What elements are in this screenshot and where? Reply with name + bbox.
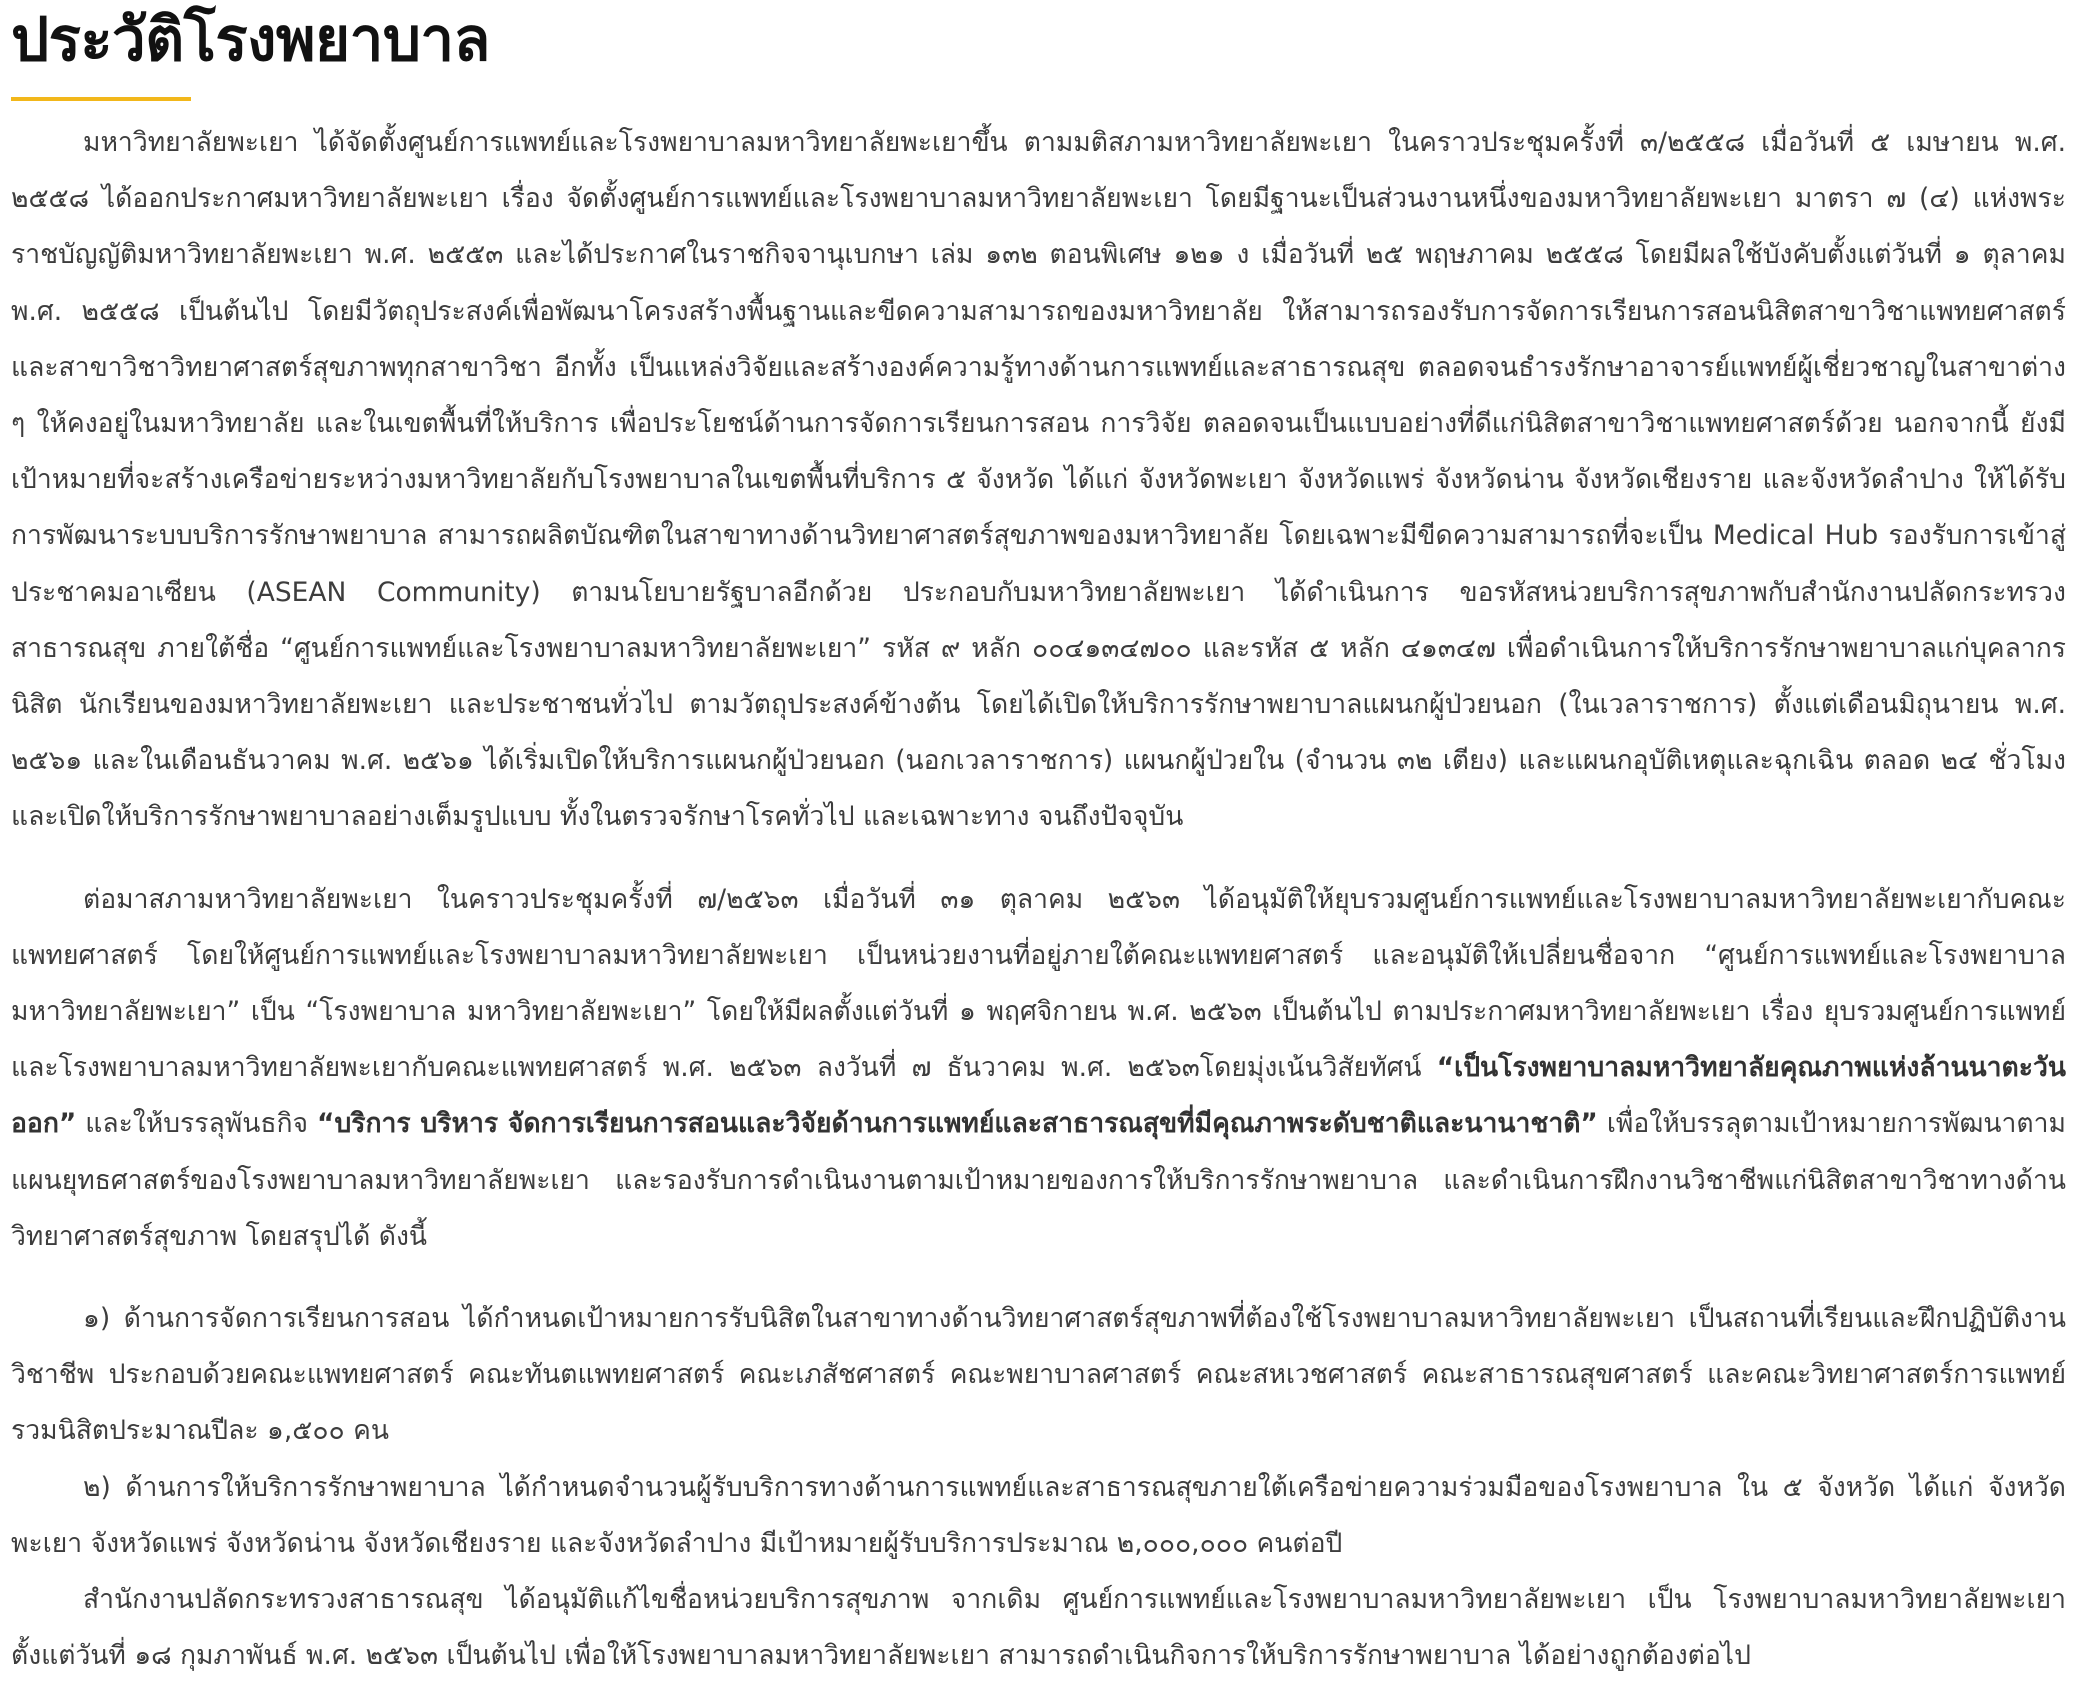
teaching-item: ๑) ด้านการจัดการเรียนการสอน ได้กำหนดเป้าหมายการรับนิสิตในสาขาทางด้านวิทยาศาสตร์สุขภาพที่ต้องใช้โรงพยาบาลมหาวิทยาลัยพะเยา เป็นสถานที่เรียนและฝึกปฏิบัติงานวิชาชีพ ประกอบด้วยคณะแพทยศาสตร์ คณะทันตแพทยศาสตร์ คณะเภสัชศาสตร์ คณะพยาบาลศาสตร์ คณะสหเวชศาสตร์ คณะสาธารณสุขศาสตร์ และคณะวิทยาศาสตร์การแพทย์ รวมนิสิตประมาณปีละ ๑,๕๐๐ คน <box>11 1303 2066 1447</box>
article <box>11 0 2066 1684</box>
title-underline <box>11 97 191 101</box>
closing-paragraph: สำนักงานปลัดกระทรวงสาธารณสุข ได้อนุมัติแก้ไขชื่อหน่วยบริการสุขภาพ จากเดิม ศูนย์การแพทย์และโรงพยาบาลมหาวิทยาลัยพะเยา เป็น โรงพยาบาลมหาวิทยาลัยพะเยา ตั้งแต่วันที่ ๑๘ กุมภาพันธ์ พ.ศ. ๒๕๖๓ เป็นต้นไป เพื่อให้โรงพยาบาลมหาวิทยาลัยพะเยา สามารถดำเนินกิจการให้บริการรักษาพยาบาล ได้อย่างถูกต้องต่อไป <box>11 1584 2066 1672</box>
merger-text: ต่อมาสภามหาวิทยาลัยพะเยา ในคราวประชุมครั้งที่ ๗/๒๕๖๓ เมื่อวันที่ ๓๑ ตุลาคม ๒๕๖๓ ได้อนุมัติให้ยุบรวมศูนย์การแพทย์และโรงพยาบาลมหาวิทยาลัยพะเยากับคณะแพทยศาสตร์ โดยให้ศูนย์การแพทย์และโรงพยาบาลมหาวิทยาลัยพะเยา เป็นหน่วยงานที่อยู่ภายใต้คณะแพทยศาสตร์ และอนุมัติให้เปลี่ยนชื่อจาก “ศูนย์การแพทย์และโรงพยาบาลมหาวิทยาลัยพะเยา” เป็น “โรงพยาบาล มหาวิทยาลัยพะเยา” โดยให้มีผลตั้งแต่วันที่ ๑ พฤศจิกายน พ.ศ. ๒๕๖๓ เป็นต้นไป ตามประกาศมหาวิทยาลัยพะเยา เรื่อง ยุบรวมศูนย์การแพทย์และโรงพยาบาลมหาวิทยาลัยพะเยากับคณะแพทยศาสตร์ พ.ศ. ๒๕๖๓ ลงวันที่ ๗ ธันวาคม พ.ศ. ๒๕๖๓โดยมุ่งเน้นวิสัยทัศน์ <box>11 883 2066 1084</box>
page-title: ประวัติโรงพยาบาล <box>11 5 490 75</box>
service-item: ๒) ด้านการให้บริการรักษาพยาบาล ได้กำหนดจำนวนผู้รับบริการทางด้านการแพทย์และสาธารณสุขภายใต้เครือข่ายความร่วมมือของโรงพยาบาล ใน ๕ จังหวัด ได้แก่ จังหวัดพะเยา จังหวัดแพร่ จังหวัดน่าน จังหวัดเชียงราย และจังหวัดลำปาง มีเป้าหมายผู้รับบริการประมาณ ๒,๐๐๐,๐๐๐ คนต่อปี <box>11 1471 2066 1559</box>
mission-statement: “บริการ บริหาร จัดการเรียนการสอนและวิจัยด้านการแพทย์และสาธารณสุขที่มีคุณภาพระดับชาติและนานาชาติ” <box>317 1108 1598 1140</box>
paragraph-spacer <box>11 1265 2066 1291</box>
merger-paragraph <box>11 872 2066 1265</box>
vision-statement: “เป็นโรงพยาบาลมหาวิทยาลัยคุณภาพแห่งล้านนาตะวันออก” <box>11 1052 2066 1140</box>
merger-connector: และให้บรรลุพันธกิจ <box>76 1108 318 1140</box>
intro-paragraph: มหาวิทยาลัยพะเยา ได้จัดตั้งศูนย์การแพทย์และโรงพยาบาลมหาวิทยาลัยพะเยาขึ้น ตามมติสภามหาวิทยาลัยพะเยา ในคราวประชุมครั้งที่ ๓/๒๕๕๘ เมื่อวันที่ ๕ เมษายน พ.ศ. ๒๕๕๘ ได้ออกประกาศมหาวิทยาลัยพะเยา เรื่อง จัดตั้งศูนย์การแพทย์และโรงพยาบาลมหาวิทยาลัยพะเยา โดยมีฐานะเป็นส่วนงานหนึ่งของมหาวิทยาลัยพะเยา มาตรา ๗ (๔) แห่งพระราชบัญญัติมหาวิทยาลัยพะเยา พ.ศ. ๒๕๕๓ และได้ประกาศในราชกิจจานุเบกษา เล่ม ๑๓๒ ตอนพิเศษ ๑๒๑ ง เมื่อวันที่ ๒๕ พฤษภาคม ๒๕๕๘ โดยมีผลใช้บังคับตั้งแต่วันที่ ๑ ตุลาคม พ.ศ. ๒๕๕๘ เป็นต้นไป โดยมีวัตถุประสงค์เพื่อพัฒนาโครงสร้างพื้นฐานและขีดความสามารถของมหาวิทยาลัย ให้สามารถรองรับการจัดการเรียนการสอนนิสิตสาขาวิชาแพทยศาสตร์ และสาขาวิชาวิทยาศาสตร์สุขภาพทุกสาขาวิชา อีกทั้ง เป็นแหล่งวิจัยและสร้างองค์ความรู้ทางด้านการแพทย์และสาธารณสุข ตลอดจนธำรงรักษาอาจารย์แพทย์ผู้เชี่ยวชาญในสาขาต่าง ๆ ให้คงอยู่ในมหาวิทยาลัย และในเขตพื้นที่ให้บริการ เพื่อประโยชน์ด้านการจัดการเรียนการสอน การวิจัย ตลอดจนเป็นแบบอย่างที่ดีแก่นิสิตสาขาวิชาแพทยศาสตร์ด้วย นอกจากนี้ ยังมีเป้าหมายที่จะสร้างเครือข่ายระหว่างมหาวิทยาลัยกับโรงพยาบาลในเขตพื้นที่บริการ ๕ จังหวัด ได้แก่ จังหวัดพะเยา จังหวัดแพร่ จังหวัดน่าน จังหวัดเชียงราย และจังหวัดลำปาง ให้ได้รับการพัฒนาระบบบริการรักษาพยาบาล สามารถผลิตบัณฑิตในสาขาทางด้านวิทยาศาสตร์สุขภาพของมหาวิทยาลัย โดยเฉพาะมีขีดความสามารถที่จะเป็น Medical Hub รองรับการเข้าสู่ประชาคมอาเซียน (ASEAN Community) ตามนโยบายรัฐบาลอีกด้วย ประกอบกับมหาวิทยาลัยพะเยา ได้ดำเนินการ ขอรหัสหน่วยบริการสุขภาพกับสำนักงานปลัดกระทรวงสาธารณสุข ภายใต้ชื่อ “ศูนย์การแพทย์และโรงพยาบาลมหาวิทยาลัยพะเยา” รหัส ๙ หลัก ๐๐๔๑๓๔๗๐๐ และรหัส ๕ หลัก ๔๑๓๔๗ เพื่อดำเนินการให้บริการรักษาพยาบาลแก่บุคลากร นิสิต นักเรียนของมหาวิทยาลัยพะเยา และประชาชนทั่วไป ตามวัตถุประสงค์ข้างต้น โดยได้เปิดให้บริการรักษาพยาบาลแผนกผู้ป่วยนอก (ในเวลาราชการ) ตั้งแต่เดือนมิถุนายน พ.ศ. ๒๕๖๑ และในเดือนธันวาคม พ.ศ. ๒๕๖๑ ได้เริ่มเปิดให้บริการแผนกผู้ป่วยนอก (นอกเวลาราชการ) แผนกผู้ป่วยใน (จำนวน ๓๒ เตียง) และแผนกอุบัติเหตุและฉุกเฉิน ตลอด ๒๔ ชั่วโมง และเปิดให้บริการรักษาพยาบาลอย่างเต็มรูปแบบ ทั้งในตรวจรักษาโรคทั่วไป และเฉพาะทาง จนถึงปัจจุบัน <box>11 127 2066 833</box>
paragraph-spacer <box>11 846 2066 872</box>
merger-conclusion: เพื่อให้บรรลุตามเป้าหมายการพัฒนาตามแผนยุทธศาสตร์ของโรงพยาบาลมหาวิทยาลัยพะเยา และรองรับการดำเนินงานตามเป้าหมายของการให้บริการรักษาพยาบาล และดำเนินการฝึกงานวิชาชีพแก่นิสิตสาขาวิชาทางด้านวิทยาศาสตร์สุขภาพ โดยสรุปได้ ดังนี้ <box>11 1108 2066 1252</box>
